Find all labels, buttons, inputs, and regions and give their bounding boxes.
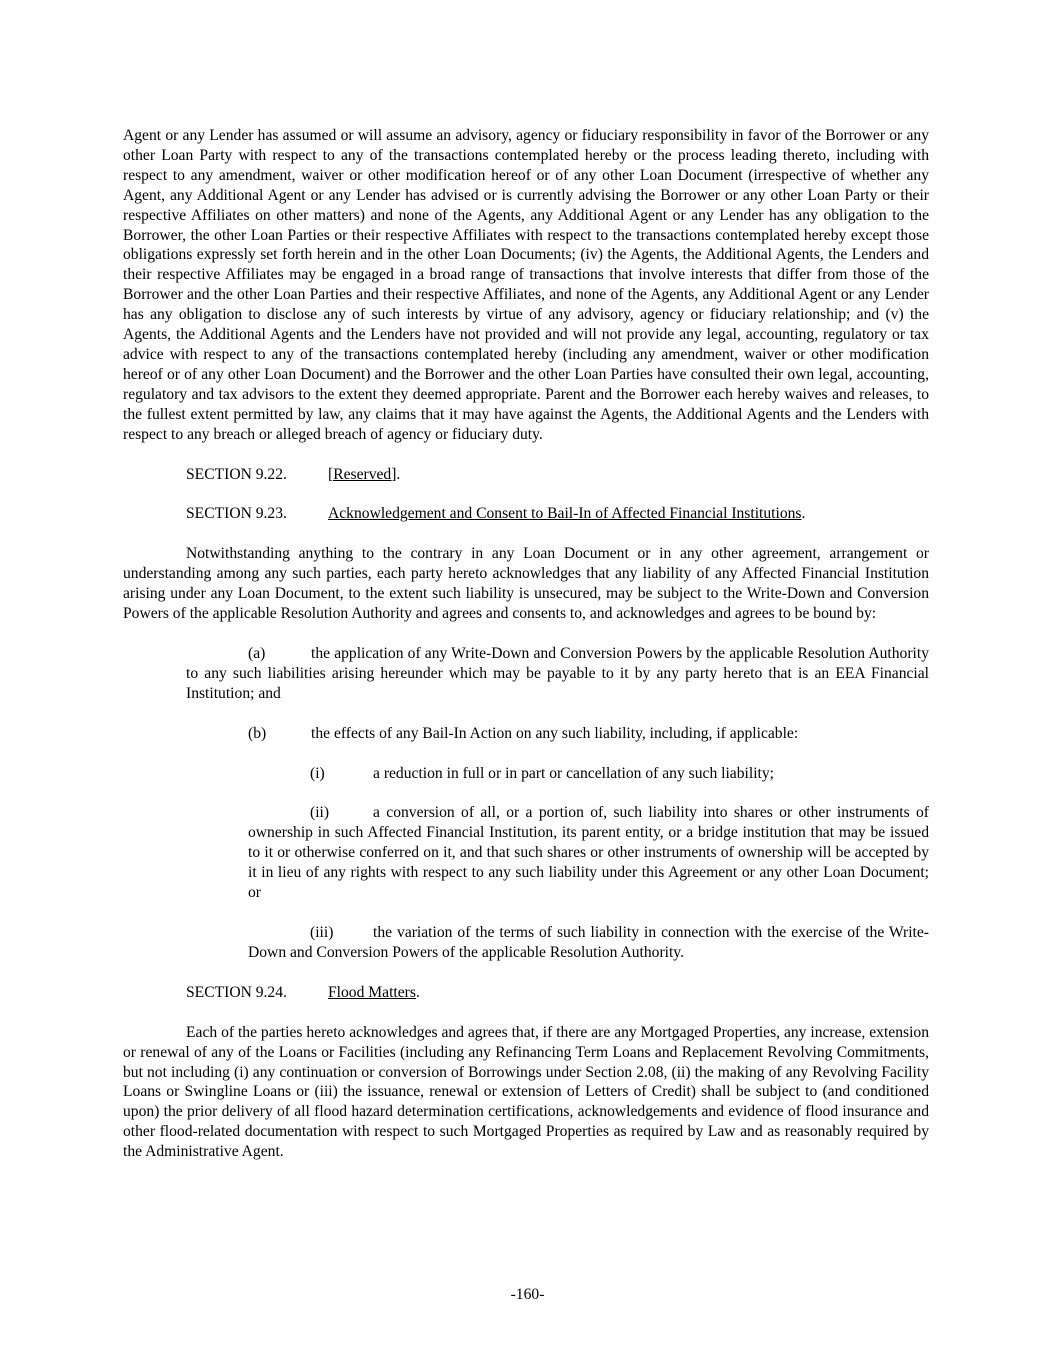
section-9-23-heading: [123, 504, 929, 524]
continuation-paragraph: Agent or any Lender has assumed or will assume an advisory, agency or fiduciary responsibility in favor of the Borrower or any other Loan Party with respect to any of the transactions contemplated hereby or the process leading thereto, including with respect to any amendment, waiver or other modification hereof or of any other Loan Document (irrespective of whether any Agent, any Additional Agent or any Lender has advised or is currently advising the Borrower or any other Loan Party or their respective Affiliates on other matters) and none of the Agents, any Additional Agent or any Lender has any obligation to the Borrower, the other Loan Parties or their respective Affiliates with respect to the transactions contemplated hereby except those obligations expressly set forth herein and in the other Loan Documents; (iv) the Agents, the Additional Agents, the Lenders and their respective Affiliates may be engaged in a broad range of transactions that involve interests that differ from those of the Borrower and the other Loan Parties and their respective Affiliates, and none of the Agents, any Additional Agent or any Lender has any obligation to disclose any of such interests by virtue of any advisory, agency or fiduciary relationship; and (v) the Agents, the Additional Agents and the Lenders have not provided and will not provide any legal, accounting, regulatory or tax advice with respect to any of the transactions contemplated hereby (including any amendment, waiver or other modification hereof or of any other Loan Document) and the Borrower and the other Loan Parties have consulted their own legal, accounting, regulatory and tax advisors to the extent they deemed appropriate. Parent and the Borrower each hereby waives and releases, to the fullest extent permitted by law, any claims that it may have against the Agents, the Additional Agents and the Lenders with respect to any breach or alleged breach of agency or fiduciary duty.: [123, 127, 929, 443]
section-number: SECTION 9.23.: [186, 505, 287, 523]
section-title: Acknowledgement and Consent to Bail-In of Affected Financial Institutions: [328, 505, 802, 523]
section-9-24-heading: [123, 983, 929, 1003]
clause-label: (b): [248, 724, 267, 742]
section-number: SECTION 9.22.: [186, 465, 287, 483]
clause-iii: [123, 923, 929, 963]
clause-a: [123, 644, 929, 704]
clause-label: (a): [248, 644, 266, 662]
section-9-22-heading: [123, 465, 929, 485]
document-page: [123, 126, 929, 1162]
clause-text: the variation of the terms of such liability in connection with the exercise of the Write-Down and Conversion Powers of the applicable Resolution Authority.: [248, 924, 929, 961]
section-title-suffix: .: [415, 983, 420, 1001]
page-number: -160-: [510, 1286, 545, 1303]
section-9-23-intro: Notwithstanding anything to the contrary in any Loan Document or in any other agreement, arrangement or understanding among any such parties, each party hereto acknowledges that any liability of any Affected Financial Institution arising under any Loan Document, to the extent such liability is unsecured, may be subject to the Write-Down and Conversion Powers of the applicable Resolution Authority and agrees and consents to, and acknowledges and agrees to be bound by:: [123, 545, 929, 623]
section-title-suffix: .: [801, 505, 806, 523]
clause-text: the effects of any Bail-In Action on any such liability, including, if applicable:: [311, 724, 799, 742]
clause-label: (i): [310, 764, 325, 782]
clause-label: (iii): [310, 924, 334, 941]
clause-label: (ii): [310, 804, 330, 822]
section-title: [Reserved]: [328, 465, 397, 483]
section-title-suffix: .: [396, 465, 401, 483]
clause-ii: [123, 803, 929, 903]
clause-text: a conversion of all, or a portion of, such liability into shares or other instruments of ownership in such Affected Financial Institution, its parent entity, or a bridge institution that may be issued to it or otherwise conferred on it, and that such shares or other instruments of ownership will be accepted by it in lieu of any rights with respect to any such liability under this Agreement or any other Loan Document; or: [248, 804, 929, 902]
section-title: Flood Matters: [328, 983, 416, 1001]
section-9-24-body: Each of the parties hereto acknowledges and agrees that, if there are any Mortgaged Properties, any increase, extension or renewal of any of the Loans or Facilities (including any Refinancing Term Loans and Replacement Revolving Commitments, but not including (i) any continuation or conversion of Borrowings under Section 2.08, (ii) the making of any Revolving Facility Loans or Swingline Loans or (iii) the issuance, renewal or extension of Letters of Credit) shall be subject to (and conditioned upon) the prior delivery of all flood hazard determination certifications, acknowledgements and evidence of flood insurance and other flood-related documentation with respect to such Mortgaged Properties as required by Law and as reasonably required by the Administrative Agent.: [123, 1023, 929, 1161]
clause-i: [123, 764, 929, 784]
clause-text: the application of any Write-Down and Conversion Powers by the applicable Resolution Authority to any such liabilities arising hereunder which may be payable to it by any party hereto that is an EEA Financial Institution; and: [186, 644, 929, 702]
section-number: SECTION 9.24.: [186, 983, 287, 1001]
clause-b: [123, 724, 929, 744]
clause-text: a reduction in full or in part or cancellation of any such liability;: [373, 764, 774, 782]
